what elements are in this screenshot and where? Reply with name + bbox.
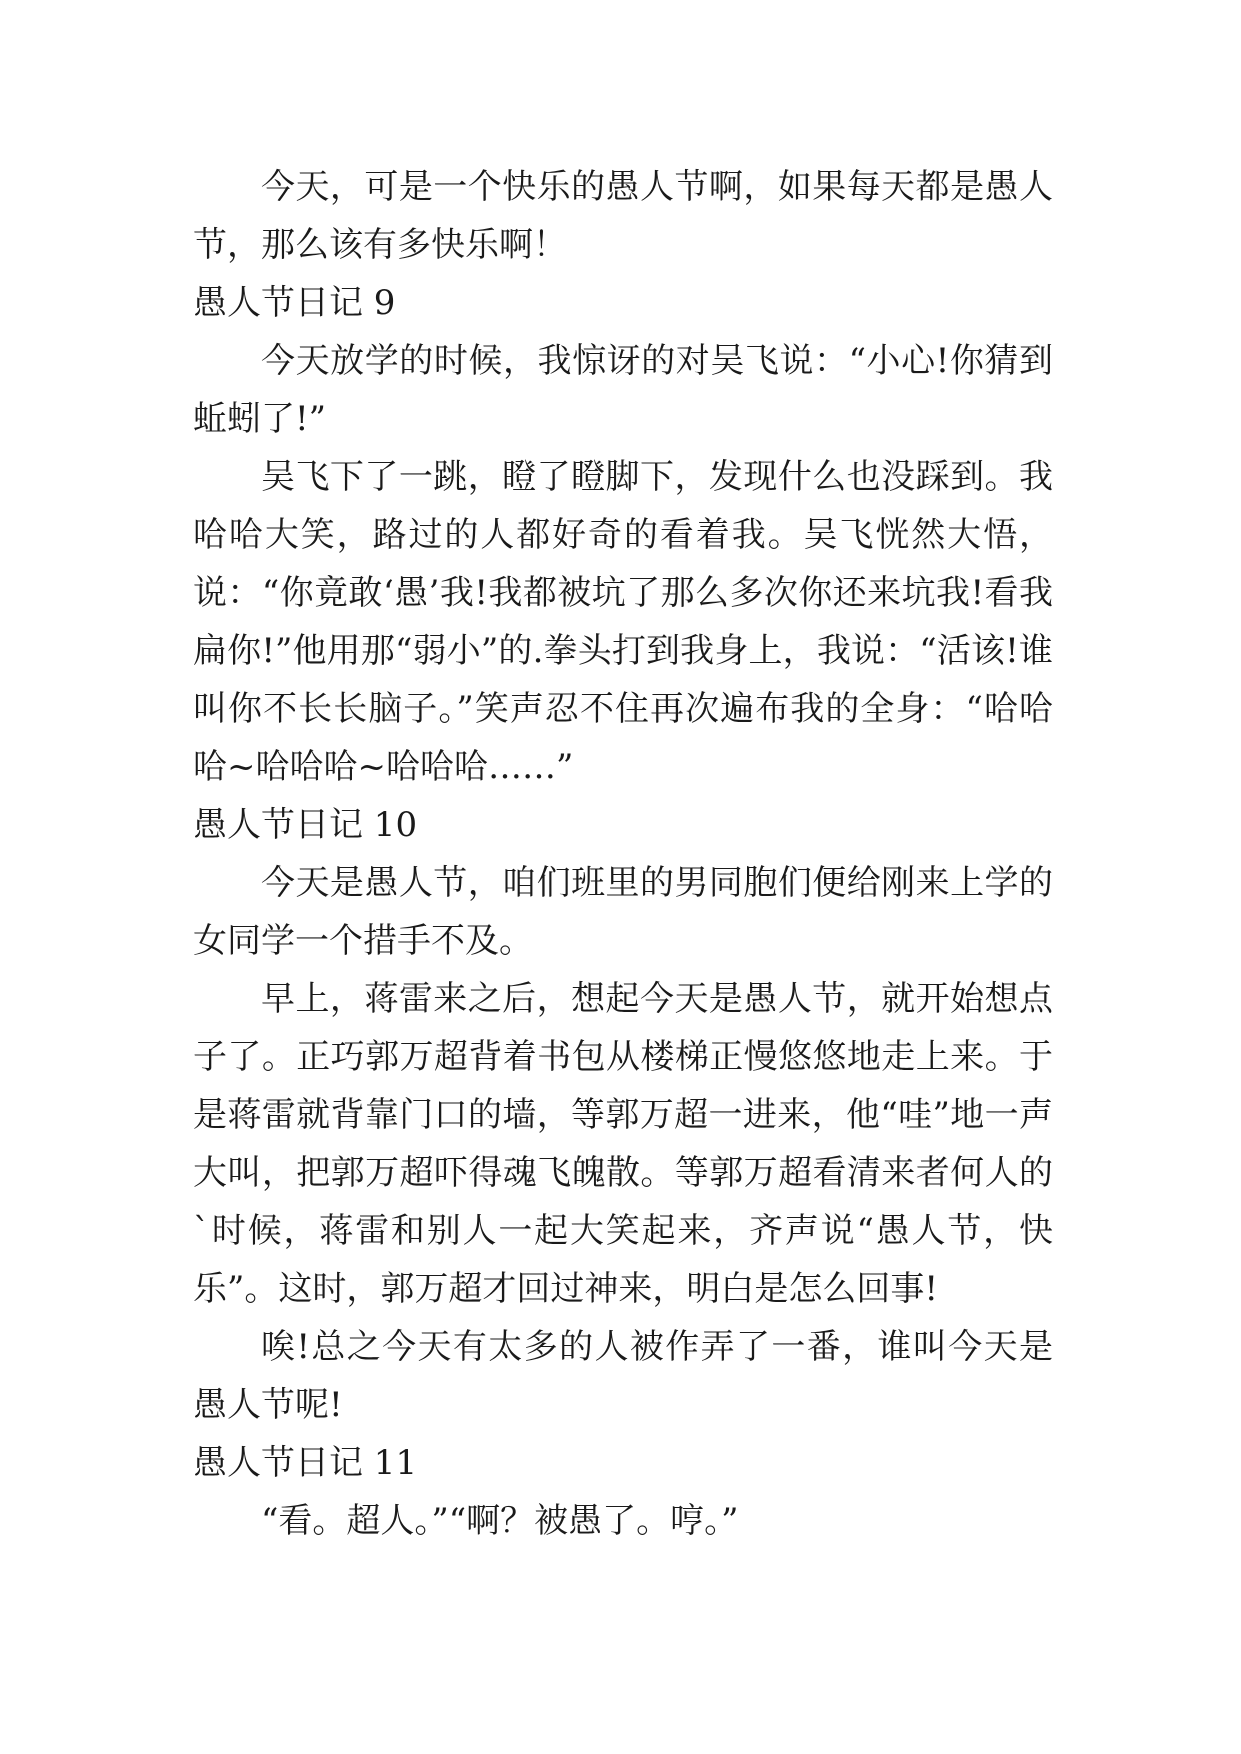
paragraph: “看。超人。”“啊？被愚了。哼。” (261, 1501, 739, 1541)
paragraph: 今天放学的时候，我惊讶的对吴飞说：“小心!你猜到蚯蚓了!” (193, 341, 1053, 439)
section-heading: 愚人节日记 11 (193, 1443, 418, 1483)
paragraph: 唉!总之今天有太多的人被作弄了一番，谁叫今天是愚人节呢! (193, 1327, 1053, 1425)
paragraph: 今天是愚人节，咱们班里的男同胞们便给刚来上学的女同学一个措手不及。 (193, 863, 1053, 961)
document-body (193, 158, 1053, 1550)
paragraph: 今天，可是一个快乐的愚人节啊，如果每天都是愚人节，那么该有多快乐啊！ (193, 167, 1053, 265)
paragraph: 早上，蒋雷来之后，想起今天是愚人节，就开始想点子了。正巧郭万超背着书包从楼梯正慢悠悠地走上来。于是蒋雷就背靠门口的墙，等郭万超一进来，他“哇”地一声大叫，把郭万超吓得魂飞魄散。等郭万超看清来者何人的`时候，蒋雷和别人一起大笑起来，齐声说“愚人节，快乐”。这时，郭万超才回过神来，明白是怎么回事! (193, 979, 1053, 1309)
paragraph: 吴飞下了一跳，瞪了瞪脚下，发现什么也没踩到。我哈哈大笑，路过的人都好奇的看着我。吴飞恍然大悟，说：“你竟敢‘愚’我!我都被坑了那么多次你还来坑我!看我扁你!”他用那“弱小”的.拳头打到我身上，我说：“活该!谁叫你不长长脑子。”笑声忍不住再次遍布我的全身：“哈哈哈~哈哈哈~哈哈哈……” (193, 457, 1053, 787)
section-heading: 愚人节日记 10 (193, 805, 418, 845)
section-heading: 愚人节日记 9 (193, 283, 396, 323)
